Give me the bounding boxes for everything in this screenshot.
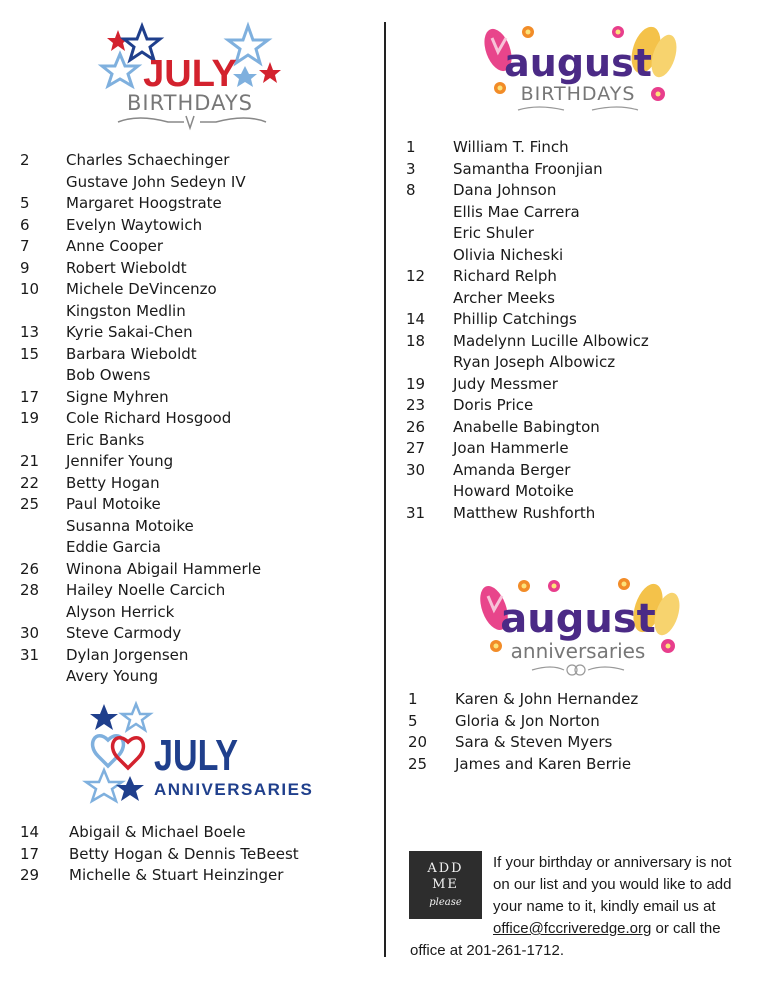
day-number: 8 — [406, 181, 416, 199]
person-name: Judy Messmer — [453, 374, 558, 393]
day-number: 19 — [20, 409, 40, 427]
couple-name: Abigail & Michael Boele — [69, 823, 246, 841]
anniversaries-word: anniversaries — [510, 639, 646, 663]
person-name: Evelyn Waytowich — [66, 215, 203, 234]
person-name: Jennifer Young — [66, 452, 174, 470]
list-item — [20, 150, 261, 172]
list-item — [406, 460, 649, 482]
contact-note — [493, 852, 731, 940]
day-number: 9 — [20, 258, 30, 277]
july-word: JULY — [143, 53, 237, 95]
day-number: 12 — [406, 267, 426, 285]
day-number: 18 — [406, 331, 426, 350]
august-birthdays-list — [406, 137, 649, 524]
list-item — [20, 580, 261, 602]
list-item — [20, 602, 261, 624]
person-name: Archer Meeks — [453, 288, 555, 307]
person-name: Anne Cooper — [66, 237, 164, 255]
scroll-flourish — [186, 116, 194, 128]
day-number: 17 — [20, 844, 40, 863]
july-birthdays-logo — [98, 24, 288, 134]
list-item — [20, 516, 261, 538]
list-item — [406, 438, 649, 460]
birthdays-word: BIRTHDAYS — [127, 91, 253, 115]
day-number: 27 — [406, 439, 426, 457]
day-number: 25 — [20, 495, 40, 513]
list-item — [20, 559, 261, 581]
person-name: Hailey Noelle Carcich — [66, 581, 226, 599]
list-item — [406, 352, 649, 374]
person-name: Samantha Froonjian — [453, 159, 603, 178]
list-item — [408, 689, 638, 711]
column-divider — [384, 22, 386, 957]
july-anniversaries-logo — [84, 700, 314, 805]
person-name: Margaret Hoogstrate — [66, 194, 222, 212]
flower-icon — [522, 26, 534, 38]
list-item — [406, 417, 649, 439]
star-icon — [259, 62, 281, 83]
person-name: Eric Banks — [66, 430, 145, 449]
day-number — [406, 202, 453, 224]
person-name: Michele DeVincenzo — [66, 280, 217, 298]
rings-icon — [532, 665, 624, 675]
day-number: 26 — [406, 417, 426, 436]
list-item — [406, 288, 649, 310]
person-name: Susanna Motoike — [66, 516, 194, 535]
birthdays-word: BIRTHDAYS — [520, 83, 636, 105]
day-number — [406, 223, 453, 245]
day-number: 5 — [20, 194, 30, 212]
day-number: 15 — [20, 344, 40, 363]
day-number — [20, 301, 66, 323]
person-name: Madelynn Lucille Albowicz — [453, 331, 649, 350]
contact-note-last-line: office at 201-261-1712. — [410, 942, 565, 959]
day-number — [406, 288, 453, 310]
list-item — [20, 279, 261, 301]
august-birthdays-logo — [478, 20, 678, 120]
day-number: 19 — [406, 374, 426, 393]
list-item — [408, 711, 638, 733]
list-item — [20, 408, 261, 430]
person-name: Phillip Catchings — [453, 310, 577, 328]
list-item — [20, 236, 261, 258]
couple-name: James and Karen Berrie — [455, 754, 632, 773]
list-item — [406, 331, 649, 353]
add-me-line2: ME — [432, 877, 459, 892]
list-item — [20, 322, 261, 344]
list-item — [20, 865, 299, 887]
list-item — [406, 137, 649, 159]
day-number: 21 — [20, 452, 40, 470]
note-line: If your birthday or anniversary is not — [493, 854, 732, 871]
heart-icon — [93, 736, 124, 766]
list-item — [406, 395, 649, 417]
list-item — [20, 844, 299, 866]
august-word: august — [500, 596, 656, 642]
person-name: Howard Motoike — [453, 482, 574, 500]
day-number: 17 — [20, 387, 40, 406]
person-name: Kyrie Sakai-Chen — [66, 323, 193, 341]
july-word: JULY — [154, 731, 238, 780]
person-name: Dylan Jorgensen — [66, 645, 189, 664]
person-name: Matthew Rushforth — [453, 503, 596, 522]
note-line: your name to it, kindly email us at — [493, 898, 716, 915]
day-number: 22 — [20, 473, 40, 492]
list-item — [20, 666, 261, 688]
couple-name: Betty Hogan & Dennis TeBeest — [69, 844, 299, 863]
list-item — [406, 309, 649, 331]
star-icon — [86, 770, 122, 801]
email-link[interactable]: office@fccriveredge.org — [493, 920, 652, 937]
day-number: 3 — [406, 159, 416, 178]
person-name: Anabelle Babington — [453, 417, 600, 436]
day-number — [20, 602, 66, 624]
day-number: 1 — [408, 690, 418, 708]
list-item — [406, 503, 649, 525]
list-item — [20, 645, 261, 667]
person-name: Ryan Joseph Albowicz — [453, 353, 616, 371]
list-item — [408, 732, 638, 754]
person-name: Cole Richard Hosgood — [66, 409, 232, 427]
flower-icon — [612, 26, 624, 38]
day-number: 29 — [20, 866, 40, 884]
day-number: 30 — [20, 624, 40, 642]
list-item — [20, 623, 261, 645]
person-name: Signe Myhren — [66, 387, 169, 406]
person-name: Eric Shuler — [453, 224, 534, 242]
person-name: Olivia Nicheski — [453, 245, 564, 264]
day-number: 6 — [20, 215, 30, 234]
list-item — [406, 202, 649, 224]
person-name: William T. Finch — [453, 138, 569, 156]
person-name: Joan Hammerle — [453, 439, 569, 457]
list-item — [406, 245, 649, 267]
day-number: 31 — [20, 645, 40, 664]
list-item — [20, 365, 261, 387]
day-number: 1 — [406, 138, 416, 156]
person-name: Kingston Medlin — [66, 301, 186, 320]
day-number: 23 — [406, 396, 426, 414]
couple-name: Karen & John Hernandez — [455, 690, 639, 708]
day-number — [20, 172, 66, 194]
star-icon — [116, 776, 144, 801]
day-number — [406, 481, 453, 503]
list-item — [406, 266, 649, 288]
list-item — [20, 387, 261, 409]
person-name: Richard Relph — [453, 267, 557, 285]
day-number: 31 — [406, 503, 426, 522]
day-number: 14 — [20, 823, 40, 841]
person-name: Amanda Berger — [453, 460, 571, 479]
person-name: Paul Motoike — [66, 495, 161, 513]
day-number: 20 — [408, 733, 428, 751]
day-number: 13 — [20, 323, 40, 341]
day-number — [20, 516, 66, 538]
list-item — [406, 223, 649, 245]
person-name: Steve Carmody — [66, 624, 182, 642]
day-number: 2 — [20, 151, 30, 169]
star-icon — [122, 704, 150, 730]
note-line — [493, 918, 731, 940]
august-word: august — [504, 41, 652, 85]
july-anniversaries-list — [20, 822, 299, 887]
list-item — [20, 451, 261, 473]
list-item — [20, 258, 261, 280]
heart-icon — [113, 738, 144, 768]
day-number: 28 — [20, 581, 40, 599]
july-birthdays-list — [20, 150, 261, 688]
day-number: 26 — [20, 559, 40, 578]
august-anniversaries-logo — [472, 574, 682, 679]
person-name: Barbara Wieboldt — [66, 344, 197, 363]
couple-name: Michelle & Stuart Heinzinger — [69, 866, 284, 884]
star-icon — [90, 704, 118, 730]
list-item — [20, 193, 261, 215]
add-me-badge — [409, 851, 482, 919]
person-name: Alyson Herrick — [66, 602, 175, 621]
list-item — [20, 172, 261, 194]
person-name: Charles Schaechinger — [66, 151, 230, 169]
day-number — [20, 666, 66, 688]
day-number: 30 — [406, 460, 426, 479]
add-me-line1: ADD — [427, 861, 464, 876]
add-me-line3: please — [429, 897, 462, 908]
person-name: Avery Young — [66, 667, 159, 685]
day-number: 7 — [20, 237, 30, 255]
list-item — [406, 481, 649, 503]
couple-name: Gloria & Jon Norton — [455, 711, 600, 730]
day-number: 5 — [408, 711, 418, 730]
person-name: Gustave John Sedeyn IV — [66, 172, 246, 191]
flower-icon — [518, 580, 530, 592]
day-number: 14 — [406, 310, 426, 328]
day-number — [406, 245, 453, 267]
list-item — [20, 430, 261, 452]
list-item — [408, 754, 638, 776]
note-line: on our list and you would like to add — [493, 876, 732, 893]
person-name: Winona Abigail Hammerle — [66, 559, 262, 578]
day-number — [20, 365, 66, 387]
anniversaries-word: ANNIVERSARIES — [154, 780, 314, 799]
day-number — [406, 352, 453, 374]
day-number: 25 — [408, 754, 428, 773]
list-item — [20, 494, 261, 516]
couple-name: Sara & Steven Myers — [455, 733, 613, 751]
list-item — [20, 537, 261, 559]
day-number — [20, 537, 66, 559]
person-name: Robert Wieboldt — [66, 258, 187, 277]
list-item — [20, 215, 261, 237]
person-name: Eddie Garcia — [66, 538, 161, 556]
person-name: Bob Owens — [66, 366, 151, 384]
person-name: Ellis Mae Carrera — [453, 202, 580, 221]
person-name: Betty Hogan — [66, 473, 160, 492]
scroll-flourish — [518, 107, 638, 110]
day-number — [20, 430, 66, 452]
day-number: 10 — [20, 280, 40, 298]
note-after-email: or call the — [651, 920, 721, 937]
person-name: Doris Price — [453, 396, 534, 414]
person-name: Dana Johnson — [453, 181, 557, 199]
list-item — [20, 473, 261, 495]
flower-icon — [651, 87, 665, 101]
list-item — [20, 344, 261, 366]
list-item — [20, 301, 261, 323]
flower-icon — [618, 578, 630, 590]
list-item — [406, 180, 649, 202]
list-item — [406, 159, 649, 181]
august-anniversaries-list — [408, 689, 638, 775]
flower-icon — [661, 639, 675, 653]
list-item — [20, 822, 299, 844]
list-item — [406, 374, 649, 396]
flower-icon — [548, 580, 560, 592]
